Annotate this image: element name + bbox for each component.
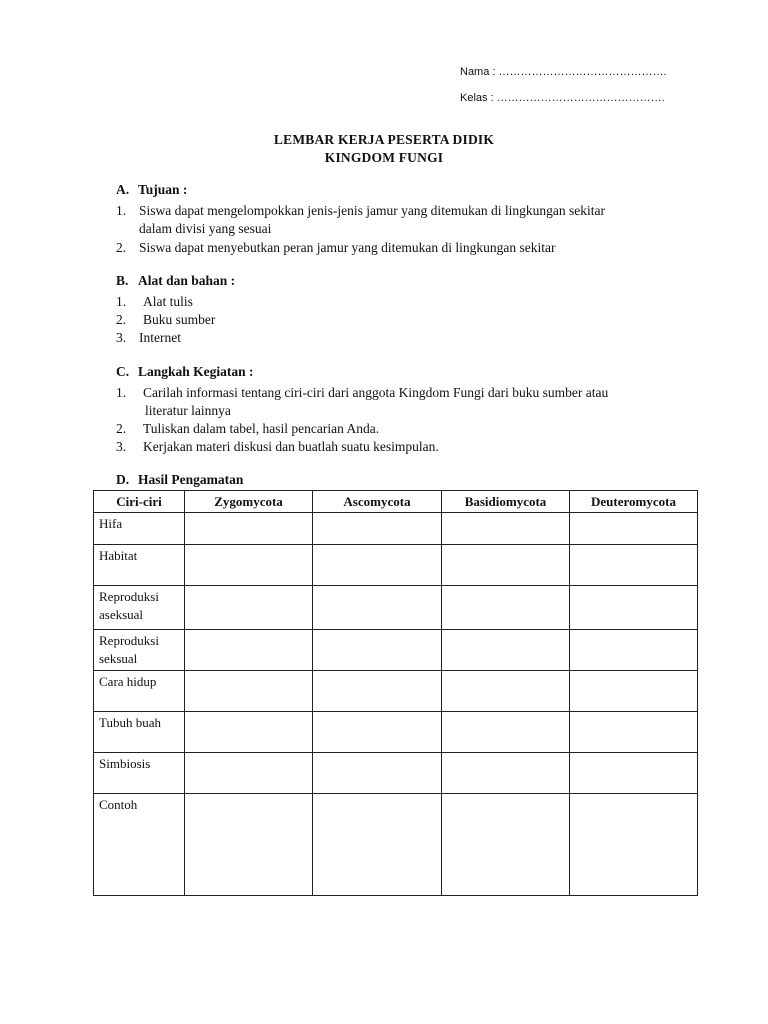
row-label (94, 586, 185, 630)
section-c-item-1-num: 1. (116, 385, 127, 400)
table-row (94, 545, 698, 586)
row-label (94, 545, 185, 586)
table-cell[interactable] (570, 671, 698, 712)
observation-table (93, 490, 698, 896)
table-cell[interactable] (185, 671, 313, 712)
section-a-item-2-num: 2. (116, 240, 127, 255)
header-basidiomycota: Basidiomycota (442, 491, 570, 513)
section-c-item-2-line1: Tuliskan dalam tabel, hasil pencarian Anda. (143, 421, 380, 436)
table-cell[interactable] (442, 586, 570, 630)
section-a-heading (116, 182, 187, 198)
table-cell[interactable] (570, 794, 698, 896)
row-label-line1: Tubuh buah (99, 715, 162, 730)
document-subtitle: KINGDOM FUNGI (324, 150, 444, 165)
table-row (94, 753, 698, 794)
table-row (94, 671, 698, 712)
table-cell[interactable] (185, 712, 313, 753)
table-cell[interactable] (313, 513, 442, 545)
table-cell[interactable] (185, 630, 313, 671)
row-label (94, 753, 185, 794)
table-cell[interactable] (442, 545, 570, 586)
row-label-line1: Reproduksi (99, 633, 159, 648)
table-cell[interactable] (185, 753, 313, 794)
table-cell[interactable] (313, 671, 442, 712)
section-a-item-1-line1: Siswa dapat mengelompokkan jenis-jenis jamur yang ditemukan di lingkungan sekitar (139, 203, 606, 218)
table-cell[interactable] (570, 586, 698, 630)
table-cell[interactable] (313, 545, 442, 586)
table-cell[interactable] (442, 630, 570, 671)
table-cell[interactable] (185, 794, 313, 896)
section-c-item-2-num: 2. (116, 421, 127, 436)
row-label-line2: seksual (99, 651, 138, 666)
section-b-heading (116, 273, 235, 289)
section-c-title: Langkah Kegiatan : (138, 364, 254, 379)
table-cell[interactable] (442, 712, 570, 753)
row-label-line2: aseksual (99, 607, 144, 622)
nama-field-label: Nama : ………………………………………. (460, 66, 667, 78)
table-cell[interactable] (313, 753, 442, 794)
document-title: LEMBAR KERJA PESERTA DIDIK (273, 132, 495, 147)
table-cell[interactable] (313, 630, 442, 671)
table-cell[interactable] (570, 712, 698, 753)
section-b-item-1-text: Alat tulis (143, 294, 193, 309)
section-b-item-3-text: Internet (139, 330, 181, 345)
section-c-letter: C. (116, 364, 130, 379)
table-row (94, 586, 698, 630)
section-c-heading (116, 364, 254, 380)
kelas-field-label: Kelas : ………………………………………. (460, 92, 665, 104)
section-b-item-1-num: 1. (116, 294, 127, 309)
table-row (94, 794, 698, 896)
header-deuteromycota: Deuteromycota (570, 491, 698, 513)
table-cell[interactable] (185, 586, 313, 630)
row-label (94, 671, 185, 712)
section-c-item-1-line2: literatur lainnya (145, 403, 231, 418)
row-label (94, 513, 185, 545)
table-row (94, 712, 698, 753)
header-zygomycota: Zygomycota (185, 491, 313, 513)
table-cell[interactable] (185, 513, 313, 545)
section-d-heading (116, 472, 243, 488)
section-a-title: Tujuan : (138, 182, 188, 197)
table-row (94, 513, 698, 545)
table-cell[interactable] (313, 794, 442, 896)
header-ascomycota: Ascomycota (313, 491, 442, 513)
table-header-row (94, 491, 698, 513)
table-cell[interactable] (313, 712, 442, 753)
section-a-item-2-line1: Siswa dapat menyebutkan peran jamur yang ditemukan di lingkungan sekitar (139, 240, 556, 255)
table-row (94, 630, 698, 671)
header-ciri-ciri: Ciri-ciri (94, 491, 185, 513)
table-cell[interactable] (570, 513, 698, 545)
table-cell[interactable] (442, 753, 570, 794)
row-label (94, 712, 185, 753)
table-cell[interactable] (442, 671, 570, 712)
table-cell[interactable] (313, 586, 442, 630)
section-b-item-3-num: 3. (116, 330, 127, 345)
row-label-line1: Reproduksi (99, 589, 159, 604)
section-a-letter: A. (116, 182, 130, 197)
section-c-item-1-line1: Carilah informasi tentang ciri-ciri dari anggota Kingdom Fungi dari buku sumber atau (143, 385, 609, 400)
section-b-item-2-num: 2. (116, 312, 127, 327)
section-b-letter: B. (116, 273, 129, 288)
section-b-title: Alat dan bahan : (138, 273, 236, 288)
table-cell[interactable] (570, 753, 698, 794)
table-cell[interactable] (570, 545, 698, 586)
row-label-line1: Hifa (99, 516, 123, 531)
section-a-item-1-num: 1. (116, 203, 127, 218)
section-a-item-1-line2: dalam divisi yang sesuai (139, 221, 272, 236)
row-label (94, 630, 185, 671)
row-label-line1: Cara hidup (99, 674, 157, 689)
table-cell[interactable] (442, 513, 570, 545)
section-d-title: Hasil Pengamatan (138, 472, 244, 487)
section-c-item-3-line1: Kerjakan materi diskusi dan buatlah suatu kesimpulan. (143, 439, 439, 454)
row-label-line1: Contoh (99, 797, 138, 812)
table-cell[interactable] (570, 630, 698, 671)
section-d-letter: D. (116, 472, 130, 487)
section-c-item-3-num: 3. (116, 439, 127, 454)
row-label (94, 794, 185, 896)
section-b-item-2-text: Buku sumber (143, 312, 216, 327)
table-cell[interactable] (442, 794, 570, 896)
row-label-line1: Simbiosis (99, 756, 151, 771)
table-cell[interactable] (185, 545, 313, 586)
row-label-line1: Habitat (99, 548, 138, 563)
